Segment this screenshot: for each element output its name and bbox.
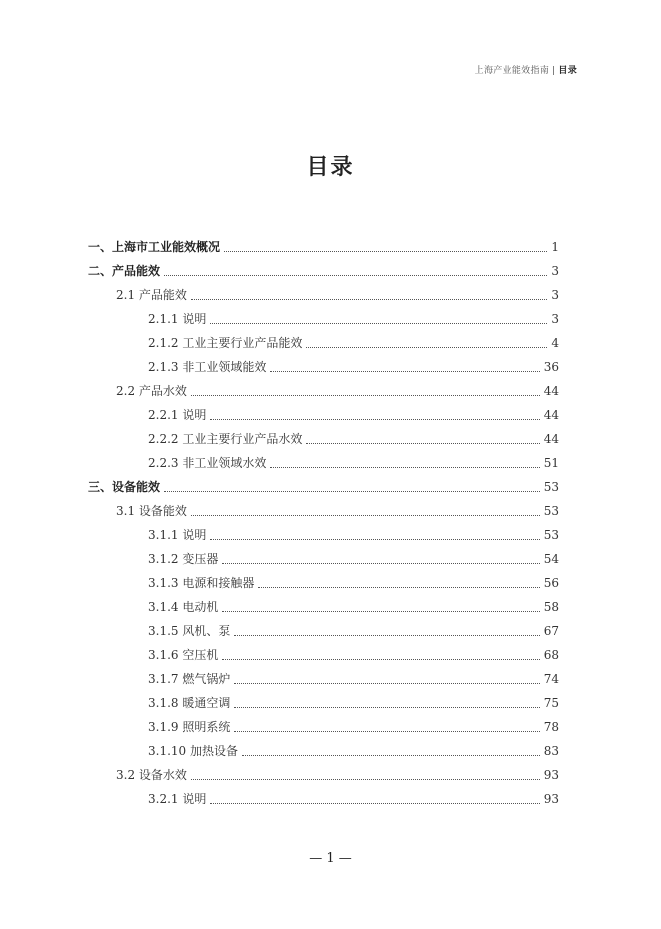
toc-entry[interactable] <box>148 310 559 328</box>
page-title: 目录 <box>306 155 355 180</box>
toc-entry[interactable] <box>148 598 559 616</box>
toc-entry[interactable] <box>116 766 559 784</box>
running-header-section: 目录 <box>558 66 577 76</box>
running-header <box>475 63 577 76</box>
toc-entry[interactable] <box>116 286 559 304</box>
toc-entry-label: 3.1.8 暖通空调 <box>148 696 231 710</box>
toc-dot-leader <box>258 587 539 588</box>
toc-dot-leader <box>222 659 539 660</box>
toc-entry-label: 3.1.4 电动机 <box>148 600 219 614</box>
toc-dot-leader <box>222 563 539 564</box>
toc-entry-page: 53 <box>543 528 559 542</box>
toc-entry-page: 78 <box>543 720 559 734</box>
toc-entry-page: 93 <box>543 768 559 782</box>
toc-dot-leader <box>164 491 540 492</box>
toc-entry[interactable] <box>116 382 559 400</box>
toc-entry-label: 3.1.10 加热设备 <box>148 744 238 758</box>
toc-entry-label: 3.1.7 燃气锅炉 <box>148 672 231 686</box>
toc-entry[interactable] <box>88 238 559 256</box>
toc-entry-label: 3.1 设备能效 <box>116 504 187 518</box>
toc-entry[interactable] <box>148 622 559 640</box>
toc-entry[interactable] <box>148 334 559 352</box>
toc-entry-page: 68 <box>543 648 559 662</box>
toc-entry-label: 3.2 设备水效 <box>116 768 187 782</box>
toc-entry[interactable] <box>148 526 559 544</box>
toc-entry-label: 一、上海市工业能效概况 <box>88 240 221 254</box>
toc-entry-page: 1 <box>551 240 559 254</box>
toc-entry-page: 93 <box>543 792 559 806</box>
toc-dot-leader <box>210 323 547 324</box>
toc-entry-label: 3.1.2 变压器 <box>148 552 219 566</box>
toc-entry-page: 36 <box>543 360 559 374</box>
toc-entry-page: 3 <box>551 312 559 326</box>
toc-entry[interactable] <box>116 502 559 520</box>
running-header-separator: | <box>552 66 556 76</box>
toc-entry-label: 3.1.3 电源和接触器 <box>148 576 255 590</box>
toc-entry-label: 2.1.2 工业主要行业产品能效 <box>148 336 303 350</box>
toc-entry-page: 51 <box>543 456 559 470</box>
toc-entry-label: 二、产品能效 <box>88 264 161 278</box>
toc-entry-page: 74 <box>543 672 559 686</box>
toc-entry-page: 83 <box>543 744 559 758</box>
toc-dot-leader <box>234 731 539 732</box>
toc-entry[interactable] <box>148 406 559 424</box>
toc-entry-page: 67 <box>543 624 559 638</box>
toc-dot-leader <box>234 635 539 636</box>
toc-entry[interactable] <box>88 262 559 280</box>
toc-entry[interactable] <box>148 358 559 376</box>
toc-entry[interactable] <box>148 790 559 808</box>
toc-dot-leader <box>191 395 540 396</box>
toc-entry[interactable] <box>148 454 559 472</box>
toc-dot-leader <box>210 803 539 804</box>
toc-dot-leader <box>270 467 539 468</box>
toc-entry[interactable] <box>148 574 559 592</box>
page-number: — 1 — <box>309 851 352 866</box>
toc-entry-page: 75 <box>543 696 559 710</box>
toc-dot-leader <box>242 755 540 756</box>
toc-entry-label: 2.1.1 说明 <box>148 312 207 326</box>
toc-entry-page: 4 <box>551 336 559 350</box>
toc-entry-label: 3.1.9 照明系统 <box>148 720 231 734</box>
toc-dot-leader <box>191 515 540 516</box>
toc-entry[interactable] <box>148 718 559 736</box>
toc-entry-label: 3.1.1 说明 <box>148 528 207 542</box>
toc-entry-page: 44 <box>543 432 559 446</box>
toc-dot-leader <box>234 683 539 684</box>
toc-dot-leader <box>222 611 539 612</box>
toc-entry-page: 44 <box>543 384 559 398</box>
toc-entry[interactable] <box>148 742 559 760</box>
toc-entry-label: 2.2.2 工业主要行业产品水效 <box>148 432 303 446</box>
toc-entry-label: 2.2.1 说明 <box>148 408 207 422</box>
toc-dot-leader <box>306 443 539 444</box>
toc-entry-page: 54 <box>543 552 559 566</box>
toc-entry-page: 53 <box>543 480 559 494</box>
toc-entry[interactable] <box>148 670 559 688</box>
toc-entry[interactable] <box>148 646 559 664</box>
toc-entry[interactable] <box>148 550 559 568</box>
toc-entry-page: 56 <box>543 576 559 590</box>
toc-entry-page: 44 <box>543 408 559 422</box>
toc-entry-page: 58 <box>543 600 559 614</box>
toc-entry[interactable] <box>148 430 559 448</box>
toc-entry-label: 2.1 产品能效 <box>116 288 187 302</box>
toc-entry-label: 2.2.3 非工业领域水效 <box>148 456 267 470</box>
toc-dot-leader <box>191 299 547 300</box>
toc-dot-leader <box>306 347 547 348</box>
toc-entry-page: 3 <box>551 264 559 278</box>
toc-entry-label: 2.2 产品水效 <box>116 384 187 398</box>
running-header-title: 上海产业能效指南 <box>474 66 550 76</box>
toc-dot-leader <box>191 779 540 780</box>
toc-entry[interactable] <box>88 478 559 496</box>
toc-entry-label: 2.1.3 非工业领域能效 <box>148 360 267 374</box>
toc-entry-page: 53 <box>543 504 559 518</box>
toc-dot-leader <box>210 419 539 420</box>
toc-dot-leader <box>210 539 539 540</box>
toc-entry-label: 3.1.5 风机、泵 <box>148 624 231 638</box>
toc-dot-leader <box>224 251 547 252</box>
toc-entry-label: 3.2.1 说明 <box>148 792 207 806</box>
toc-entry-label: 三、设备能效 <box>88 480 161 494</box>
toc-entry-label: 3.1.6 空压机 <box>148 648 219 662</box>
toc-dot-leader <box>234 707 539 708</box>
toc-dot-leader <box>164 275 547 276</box>
toc-entry-page: 3 <box>551 288 559 302</box>
toc-entry[interactable] <box>148 694 559 712</box>
toc-dot-leader <box>270 371 539 372</box>
